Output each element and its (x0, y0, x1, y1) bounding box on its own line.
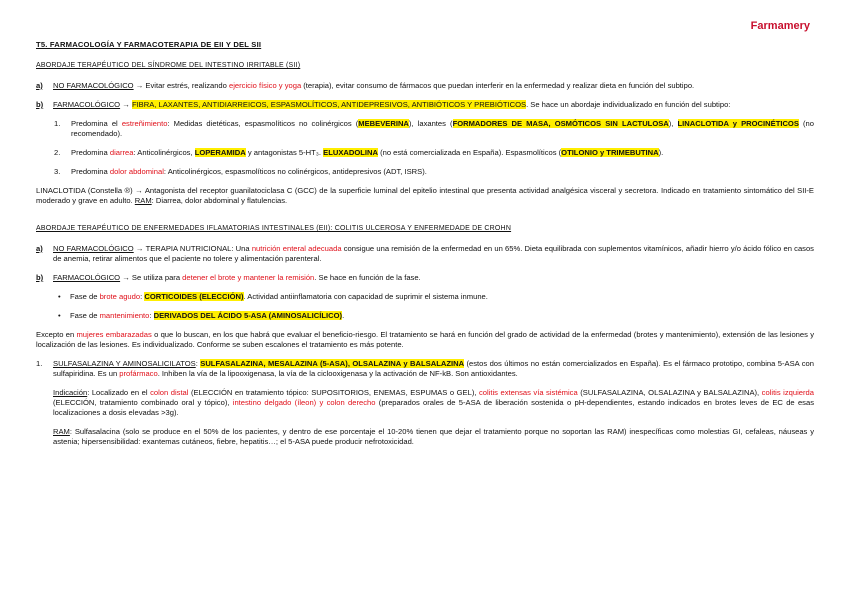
text: : (140, 292, 145, 301)
highlight-yellow-text: LINACLOTIDA y PROCINÉTICOS (677, 119, 799, 128)
eii-non-pharma-paragraph (36, 244, 814, 264)
text: Predomina (71, 148, 110, 157)
highlight-yellow-text: MEBEVERINA (358, 119, 409, 128)
text: (terapia), evitar consumo de fármacos que puedan interferir en la enfermedad y realizar dieta en función del subtipo. (301, 81, 695, 90)
highlight-red-text: profármaco (119, 369, 158, 378)
indication-label: Indicación (53, 388, 88, 397)
highlight-red-text: intestino delgado (íleon) y colon derecho (232, 398, 376, 407)
text: (ELECCIÓN en tratamiento tópico: SUPOSITORIOS, ENEMAS, ESPUMAS o GEL), (188, 388, 479, 397)
text: ), laxantes ( (408, 119, 453, 128)
document-title: T5. FARMACOLOGÍA Y FARMACOTERAPIA DE EII Y DEL SII (36, 40, 262, 49)
highlight-red-text: diarrea (109, 148, 134, 157)
highlight-red-text: brote agudo (99, 292, 141, 301)
text: (estos dos últimos no están comercializados en España). Es el fármaco prototipo, combina 5-ASA con sulfapiridina. Es un (53, 359, 814, 378)
text: ), (668, 119, 678, 128)
text: : Anticolinérgicos, (133, 148, 195, 157)
item-number: 2. (54, 148, 61, 157)
text: . Inhiben la vía de la lipooxigenasa, la vía de la ciclooxigenasa y la activación de NF-kB. Son antioxidantes. (157, 369, 518, 378)
text: . Se hace en función de la fase. (314, 273, 421, 282)
document-content (36, 40, 814, 456)
text: : Diarrea, dolor abdominal y flatulencias. (151, 196, 288, 205)
eii-b-heading: FARMACOLÓGICO (53, 273, 121, 282)
text: : (149, 311, 154, 320)
text: . Se hace un abordaje individualizado en función del subtipo: (526, 100, 731, 109)
eii-pharma-paragraph (36, 273, 814, 283)
arrow-icon: → (135, 186, 143, 195)
arrow-icon: → (135, 81, 144, 90)
eii-section-title: ABORDAJE TERAPÉUTICO DE ENFERMEDADES IFLAMATORIAS INTESTINALES (EII): COLITIS ULCEROSA Y ENFERMEDADE DE CROHN (36, 225, 512, 232)
highlight-yellow-text: LOPERAMIDA (194, 148, 246, 157)
highlight-yellow-text: CORTICOIDES (ELECCIÓN) (144, 292, 244, 301)
text: Predomina (71, 167, 110, 176)
text: Predomina el (71, 119, 122, 128)
linaclotide-paragraph (36, 186, 814, 206)
text: o que lo buscan, en los que habrá que evaluar el beneficio-riesgo. El tratamiento se hará en función del grado de actividad de la enfermedad (brotes y mantenimiento), extensión de las lesiones y localización de las lesiones. Es individualizado. Conforme se suben escalones el tratamiento es más potente. (36, 330, 815, 349)
text: y antagonistas 5-HT₃. (245, 148, 324, 157)
highlight-red-text: dolor abdominal (109, 167, 164, 176)
indication-paragraph (36, 388, 814, 418)
item-number: 1. (54, 119, 61, 128)
bullet-icon: • (58, 292, 61, 301)
text: Evitar estrés, realizando (143, 81, 229, 90)
highlight-red-text: mujeres embarazadas (76, 330, 152, 339)
sii-section-title: ABORDAJE TERAPÉUTICO DEL SÍNDROME DEL INTESTINO IRRITABLE (SII) (36, 62, 301, 69)
text: : Anticolinérgicos, espasmolíticos no colinérgicos, antidepresivos (ADT, ISRS). (163, 167, 427, 176)
item-number: 1. (36, 359, 43, 368)
eii-a-heading: NO FARMACOLÓGICO (53, 244, 134, 253)
sii-pharma-paragraph (36, 100, 814, 110)
highlight-yellow-text: FIBRA, LAXANTES, ANTIDIARREICOS, ESPASMOLÍTICOS, ANTIDEPRESIVOS, ANTIBIÓTICOS Y PREBIÓTICOS (131, 100, 527, 109)
highlight-yellow-text: DERIVADOS DEL ÁCIDO 5-ASA (AMINOSALICÍLICO) (153, 311, 343, 320)
text: : (195, 359, 201, 368)
text: . Actividad antiinflamatoria con capacidad de suprimir el sistema inmune. (243, 292, 488, 301)
highlight-yellow-text: FORMADORES DE MASA, OSMÓTICOS SIN LACTULOSA (452, 119, 669, 128)
sii-b-heading: FARMACOLÓGICO (53, 100, 121, 109)
highlight-yellow-text: ELUXADOLINA (323, 148, 378, 157)
highlight-red-text: mantenimiento (99, 311, 150, 320)
text: (SULFASALAZINA, OLSALAZINA y BALSALAZINA), (577, 388, 762, 397)
brand-label: Farmamery (750, 20, 810, 32)
eii-b-label: b) (36, 273, 44, 282)
text: Se utiliza para (129, 273, 183, 282)
text: . (342, 311, 345, 320)
ram-label: RAM (134, 196, 152, 205)
sii-b-label: b) (36, 100, 44, 109)
sii-item-constipation (36, 119, 814, 139)
text: (ELECCIÓN, tratamiento combinado oral y tópico), (53, 398, 233, 407)
sulfasalazine-paragraph (36, 359, 814, 379)
text: Fase de (70, 311, 100, 320)
text: (preparados orales de 5-ASA de liberación sostenida o pH-dependientes, estando indicados en brotes leves de EC de esas localizaciones a dosis elevadas >3g). (53, 398, 815, 417)
sulfasalazine-heading: SULFASALAZINA Y AMINOSALICILATOS (53, 359, 196, 368)
text: : Sulfasalacina (solo se produce en el 50% de los pacientes, y dentro de ese porcentaje el 10-20% tienen que dejar el tratamiento porque no soportan las RAM) inespecíficas como molestias GI, cefaleas, náuseas y astenia; hipersensibilidad: exantemas cutáneos, fiebre, hepatitis…; el 5-ASA puede producir nefrotoxicidad. (53, 427, 814, 446)
bullet-icon: • (58, 311, 61, 320)
text: consigue una remisión de la enfermedad en un 65%. Dieta equilibrada con suplementos vitamínicos, añadir hierro y/o ácido fólico en casos de anemia, retirar alimentos que el paciente no tolere y alimentación parenteral. (53, 244, 814, 263)
highlight-red-text: estreñimiento (121, 119, 168, 128)
text: LINACLOTIDA (Constella ®) (36, 186, 136, 195)
eii-phase-acute (36, 292, 814, 302)
text: : Localizado en el (87, 388, 151, 397)
highlight-red-text: colitis extensas vía sistémica (478, 388, 578, 397)
arrow-icon: → (122, 100, 130, 109)
text: ). (658, 148, 664, 157)
highlight-red-text: ejercicio físico y yoga (229, 81, 302, 90)
highlight-red-text: colitis izquierda (761, 388, 814, 397)
sii-item-pain (36, 167, 814, 177)
highlight-red-text: detener el brote y mantener la remisión (182, 273, 315, 282)
arrow-icon: → (122, 273, 130, 282)
text: (no está comercializada en España). Espasmolíticos ( (377, 148, 562, 157)
text: TERAPIA NUTRICIONAL: Una (143, 244, 252, 253)
text: (no recomendado). (71, 119, 814, 138)
item-number: 3. (54, 167, 61, 176)
highlight-red-text: nutrición enteral adecuada (251, 244, 342, 253)
sii-a-label: a) (36, 81, 43, 90)
text: Excepto en (36, 330, 77, 339)
highlight-yellow-text: SULFASALAZINA, MESALAZINA (5-ASA), OLSALAZINA y BALSALAZINA (200, 359, 465, 368)
sii-a-heading: NO FARMACOLÓGICO (53, 81, 134, 90)
ram-label: RAM (53, 427, 70, 436)
text: : Medidas dietéticas, espasmolíticos no colinérgicos ( (167, 119, 359, 128)
text: Antagonista del receptor guanilatociclasa C (GCC) de la superficie luminal del epitelio intestinal que presenta actividad analgésica visceral y secretora. Indicado en tratamiento sintomático del SII-E moderado y grave en adulto. (36, 186, 815, 205)
highlight-yellow-text: OTILONIO y TRIMEBUTINA (561, 148, 659, 157)
arrow-icon: → (135, 244, 144, 253)
ram-paragraph (36, 427, 814, 447)
highlight-red-text: colon distal (150, 388, 189, 397)
eii-phase-maintenance (36, 311, 814, 321)
text: Fase de (70, 292, 100, 301)
eii-a-label: a) (36, 244, 43, 253)
sii-non-pharma-paragraph (36, 81, 814, 91)
exception-paragraph (36, 330, 814, 350)
sii-item-diarrhea (36, 148, 814, 158)
